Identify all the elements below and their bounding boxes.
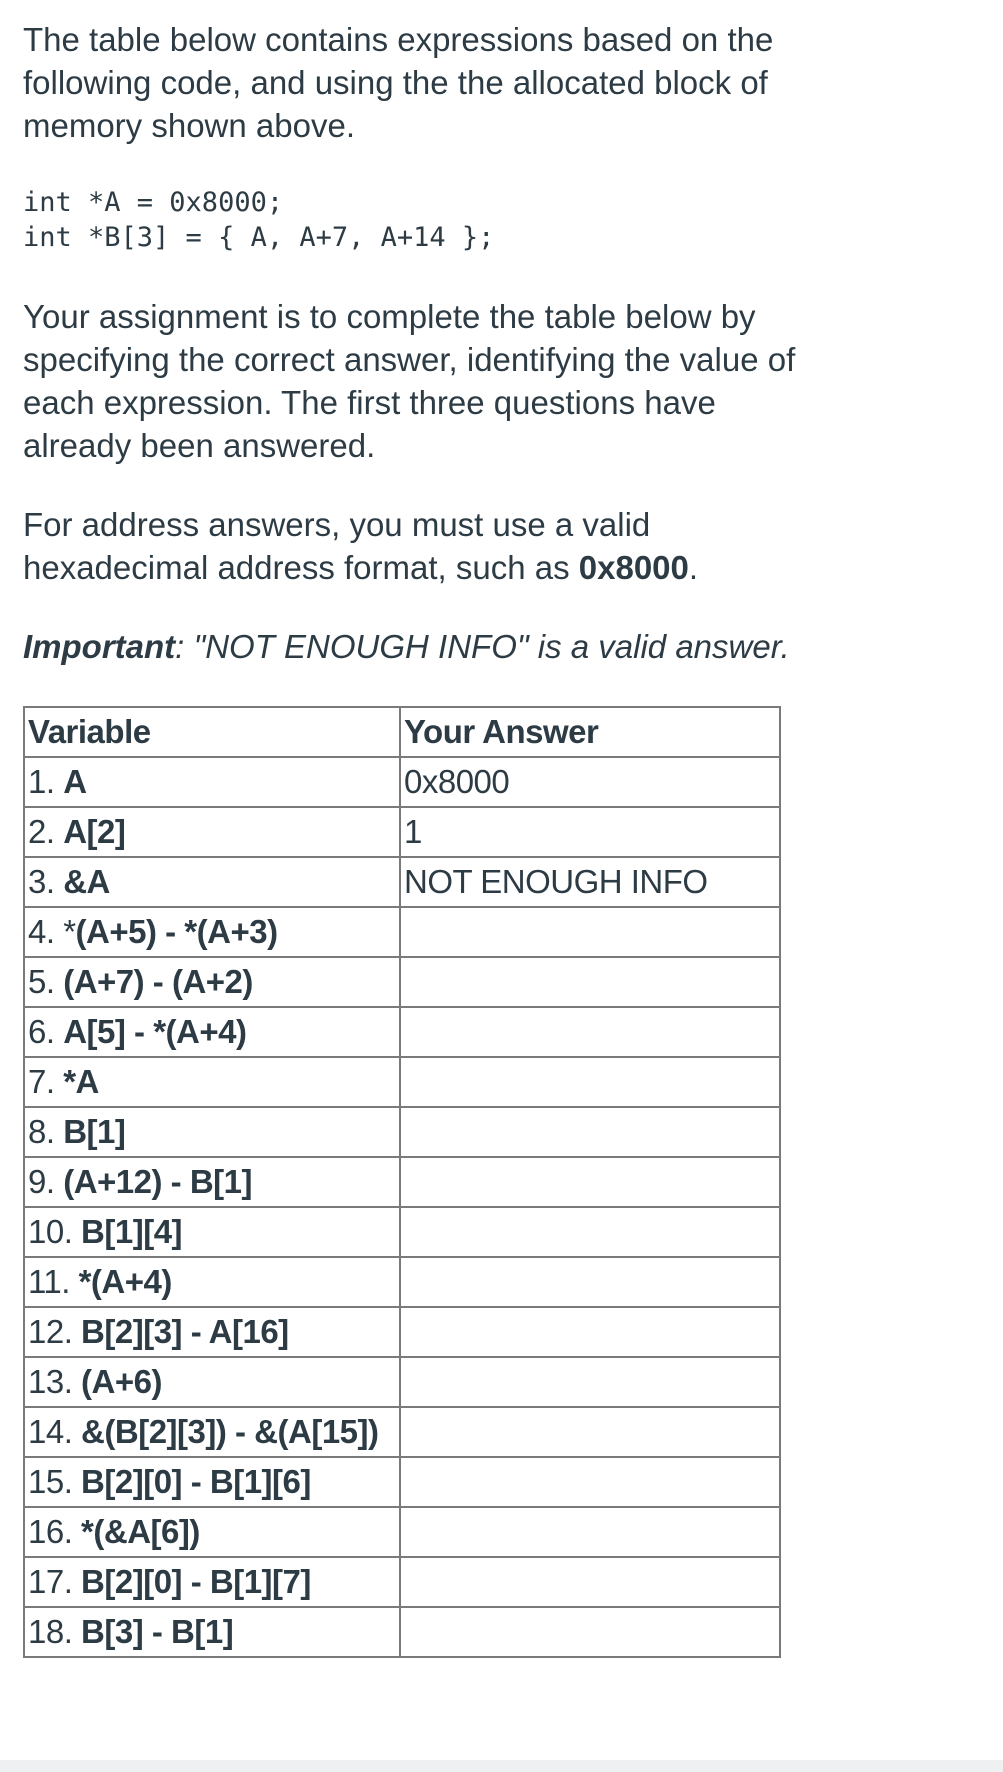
question-number: 7. <box>28 1063 64 1100</box>
answer-cell <box>400 1307 780 1357</box>
expression: *(&A[6]) <box>81 1513 200 1550</box>
answer-cell <box>400 957 780 1007</box>
answer-cell <box>400 1557 780 1607</box>
code-line: int *A = 0x8000; <box>23 187 284 218</box>
expression: (A+6) <box>81 1363 162 1400</box>
variable-cell <box>24 1457 400 1507</box>
table-row <box>24 1157 780 1207</box>
expression: B[1][4] <box>81 1213 183 1250</box>
answer-cell <box>400 1607 780 1657</box>
answer-cell <box>400 1057 780 1107</box>
question-number: 14. <box>28 1413 82 1450</box>
question-number: 18. <box>28 1613 82 1650</box>
question-number: 15. <box>28 1463 82 1500</box>
question-number: 13. <box>28 1363 82 1400</box>
question-number: 9. <box>28 1163 64 1200</box>
question-number: 4. * <box>28 913 76 950</box>
answer-table <box>23 706 781 1658</box>
table-row <box>24 1307 780 1357</box>
table-row <box>24 1407 780 1457</box>
code-line: int *B[3] = { A, A+7, A+14 }; <box>23 222 495 253</box>
table-row <box>24 957 780 1007</box>
variable-cell <box>24 1007 400 1057</box>
table-row <box>24 1557 780 1607</box>
expression: B[2][0] - B[1][7] <box>81 1563 311 1600</box>
address-format-text: For address answers, you must use a valid hexadecimal address format, such as <box>23 506 651 586</box>
variable-cell <box>24 1207 400 1257</box>
expression: A[5] - *(A+4) <box>63 1013 247 1050</box>
variable-cell <box>24 1507 400 1557</box>
expression: B[1] <box>63 1113 126 1150</box>
expression: B[2][3] - A[16] <box>81 1313 289 1350</box>
address-format-paragraph <box>23 503 823 589</box>
table-row <box>24 1607 780 1657</box>
expression: A <box>63 763 87 800</box>
variable-cell <box>24 1357 400 1407</box>
question-number: 16. <box>28 1513 82 1550</box>
expression: B[3] - B[1] <box>81 1613 234 1650</box>
expression: &A <box>63 863 110 900</box>
answer-cell: 1 <box>400 807 780 857</box>
variable-cell <box>24 1257 400 1307</box>
question-number: 1. <box>28 763 64 800</box>
expression: &(B[2][3]) - &(A[15]) <box>81 1413 379 1450</box>
answer-cell <box>400 1157 780 1207</box>
expression: (A+12) - B[1] <box>63 1163 252 1200</box>
table-row <box>24 907 780 957</box>
variable-cell <box>24 1157 400 1207</box>
expression: A[2] <box>63 813 126 850</box>
table-row <box>24 1507 780 1557</box>
variable-cell <box>24 857 400 907</box>
address-example: 0x8000 <box>578 549 689 586</box>
table-row <box>24 757 780 807</box>
table-row <box>24 857 780 907</box>
expression: B[2][0] - B[1][6] <box>81 1463 311 1500</box>
page-bottom-edge <box>0 1760 1003 1772</box>
header-variable: Variable <box>24 707 400 757</box>
answer-cell <box>400 1407 780 1457</box>
variable-cell <box>24 1307 400 1357</box>
header-answer: Your Answer <box>400 707 780 757</box>
assignment-paragraph: Your assignment is to complete the table below by specifying the correct answer, identifying the value of each expression. The first three questions have already been answered. <box>23 298 796 464</box>
table-row <box>24 1057 780 1107</box>
answer-cell <box>400 1457 780 1507</box>
important-text: : "NOT ENOUGH INFO" is a valid answer. <box>175 628 790 665</box>
expression: *(A+4) <box>78 1263 172 1300</box>
table-header-row <box>24 707 780 757</box>
important-note <box>23 625 823 668</box>
variable-cell <box>24 807 400 857</box>
variable-cell <box>24 957 400 1007</box>
answer-cell <box>400 1257 780 1307</box>
question-number: 12. <box>28 1313 82 1350</box>
expression: (A+7) - (A+2) <box>63 963 253 1000</box>
table-row <box>24 1357 780 1407</box>
intro-paragraph: The table below contains expressions based on the following code, and using the the allocated block of memory shown above. <box>23 21 774 144</box>
table-row <box>24 1207 780 1257</box>
table-row <box>24 1257 780 1307</box>
answer-cell <box>400 1007 780 1057</box>
address-format-suffix: . <box>688 549 699 586</box>
answer-cell: NOT ENOUGH INFO <box>400 857 780 907</box>
important-label: Important <box>23 628 176 665</box>
answer-cell <box>400 1507 780 1557</box>
answer-cell <box>400 1357 780 1407</box>
expression: *A <box>63 1063 99 1100</box>
variable-cell <box>24 1607 400 1657</box>
question-number: 11. <box>28 1263 79 1300</box>
variable-cell <box>24 757 400 807</box>
table-row <box>24 1107 780 1157</box>
variable-cell <box>24 1557 400 1607</box>
question-number: 5. <box>28 963 64 1000</box>
question-number: 6. <box>28 1013 64 1050</box>
answer-cell <box>400 1207 780 1257</box>
answer-cell <box>400 907 780 957</box>
question-number: 17. <box>28 1563 82 1600</box>
variable-cell <box>24 1407 400 1457</box>
question-number: 10. <box>28 1213 82 1250</box>
table-row <box>24 1007 780 1057</box>
answer-cell <box>400 1107 780 1157</box>
variable-cell <box>24 907 400 957</box>
table-row <box>24 807 780 857</box>
question-number: 3. <box>28 863 64 900</box>
table-row <box>24 1457 780 1507</box>
variable-cell <box>24 1107 400 1157</box>
question-number: 2. <box>28 813 64 850</box>
question-content <box>23 18 823 1658</box>
variable-cell <box>24 1057 400 1107</box>
question-number: 8. <box>28 1113 64 1150</box>
expression: (A+5) - *(A+3) <box>75 913 278 950</box>
answer-cell: 0x8000 <box>400 757 780 807</box>
code-block <box>23 185 823 255</box>
